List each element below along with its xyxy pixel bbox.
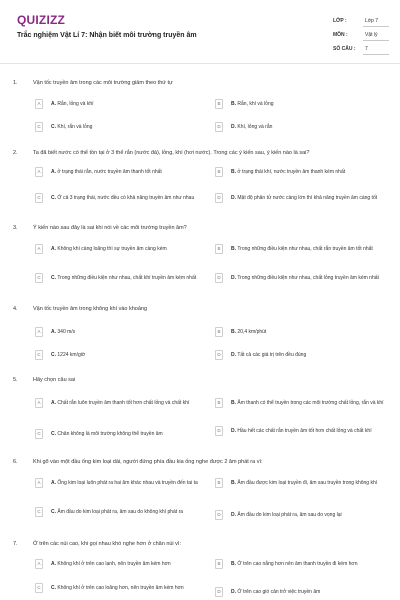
option-label: Âm đầu được kim loại truyền đi, âm sau truyền trong không khí	[237, 480, 378, 486]
option-label: 20,4 km/phút	[237, 329, 267, 335]
option-label: Trong những điều kiện như nhau, chất khí truyền âm kém nhất	[57, 275, 197, 281]
option-label: Rắn, lỏng và khí	[57, 101, 94, 107]
option-text	[51, 195, 211, 202]
meta-grade-underline	[363, 26, 389, 27]
option-label: Chân không là môi trường không thể truyền âm	[57, 431, 163, 437]
meta-grade	[333, 16, 389, 27]
question-text: Khi gõ vào một đầu ống kim loại dài, người đứng phía đầu kia ống nghe được 2 âm phát ra vì:	[33, 459, 263, 465]
option-text	[231, 246, 391, 253]
option-letter: B.	[231, 561, 236, 567]
option-text	[231, 561, 391, 568]
option-letter: B.	[231, 400, 236, 406]
option-text	[51, 352, 211, 359]
option-box[interactable]: D	[215, 122, 223, 132]
option-letter: B.	[231, 101, 236, 107]
question-text: Ở trên các núi cao, khi gọi nhau khó nghe hơn ở chân núi vì:	[33, 541, 181, 547]
option-letter: A.	[51, 400, 56, 406]
option-label: Rắn, khí và lỏng	[237, 101, 274, 107]
option-text	[231, 275, 391, 282]
option-label: Tất cả các giá trị trên đều đúng	[237, 352, 307, 358]
option-letter: C.	[51, 509, 56, 515]
meta-question-count	[333, 44, 389, 55]
option-box[interactable]: D	[215, 587, 223, 597]
question-number: 2.	[13, 150, 18, 156]
option-label: Trong những điều kiện như nhau, chất lỏng truyền âm kém nhất	[237, 275, 379, 281]
option-text	[51, 400, 211, 407]
option-box[interactable]: C	[35, 122, 43, 132]
option-letter: D.	[231, 275, 236, 281]
option-box[interactable]: C	[35, 193, 43, 203]
option-letter: A.	[51, 169, 56, 175]
question-number: 6.	[13, 459, 18, 465]
option-label: Chất rắn luôn truyền âm thanh tốt hơn chất lỏng và chất khí	[57, 400, 190, 406]
option-letter: A.	[51, 101, 56, 107]
option-letter: D.	[231, 589, 236, 595]
option-box[interactable]: B	[215, 99, 223, 109]
option-label: Âm đầu do kim loại phát ra, âm sau do không khí phát ra	[57, 509, 184, 515]
option-label: Ở cả 3 trạng thái, nước đều có khả năng truyền âm như nhau	[57, 195, 195, 201]
option-box[interactable]: B	[215, 478, 223, 488]
option-label: Mật độ phân tử nước càng lớn thì khả năng truyền âm càng tốt	[237, 195, 378, 201]
option-letter: C.	[51, 431, 56, 437]
option-text	[231, 428, 391, 435]
option-text	[231, 101, 391, 108]
option-text	[51, 124, 211, 131]
quizizz-logo: QUIZIZZ	[17, 13, 66, 27]
option-label: ở trạng thái khí, nước truyền âm thanh kém nhất	[237, 169, 346, 175]
option-box[interactable]: C	[35, 429, 43, 439]
meta-subject-underline	[363, 40, 389, 41]
option-label: Âm đầu do kim loại phát ra, âm sau do vọng lại	[237, 512, 342, 518]
option-box[interactable]: A	[35, 167, 43, 177]
option-letter: D.	[231, 124, 236, 130]
meta-question-count-underline	[363, 54, 389, 55]
option-box[interactable]: B	[215, 244, 223, 254]
option-box[interactable]: B	[215, 327, 223, 337]
option-text	[51, 101, 211, 108]
option-letter: D.	[231, 195, 236, 201]
option-text	[231, 124, 391, 131]
option-label: Không khí ở trên cao lạnh, nên truyền âm kém hơn	[57, 561, 171, 567]
worksheet-header	[0, 0, 400, 64]
option-text	[51, 585, 211, 592]
question-number: 5.	[13, 377, 18, 383]
question-number: 3.	[13, 225, 18, 231]
option-text	[231, 589, 391, 596]
option-letter: C.	[51, 275, 56, 281]
option-box[interactable]: B	[215, 167, 223, 177]
option-letter: D.	[231, 352, 236, 358]
option-label: ở trạng thái rắn, nước truyền âm thanh tốt nhất	[57, 169, 162, 175]
option-letter: C.	[51, 124, 56, 130]
option-box[interactable]: D	[215, 193, 223, 203]
meta-subject-value: Vật lý	[365, 32, 378, 38]
option-box[interactable]: A	[35, 478, 43, 488]
option-text	[231, 352, 391, 359]
option-text	[231, 329, 391, 336]
option-letter: B.	[231, 169, 236, 175]
option-box[interactable]: C	[35, 507, 43, 517]
option-label: Ở trên cao gió cản trở việc truyền âm	[237, 589, 321, 595]
meta-grade-label: LỚP :	[333, 18, 347, 24]
option-label: Không khí càng loãng thì sự truyền âm càng kém	[57, 246, 167, 252]
option-label: Ở trên cao nắng hơn nên âm thanh truyền đi kém hơn	[237, 561, 358, 567]
option-text	[51, 509, 211, 516]
option-label: Không khí ở trên cao loãng hơn, nên truyền âm kém hơn	[57, 585, 184, 591]
option-label: Khí, lỏng và rắn	[237, 124, 273, 130]
option-letter: C.	[51, 195, 56, 201]
option-box[interactable]: A	[35, 244, 43, 254]
option-letter: A.	[51, 246, 56, 252]
option-letter: A.	[51, 561, 56, 567]
option-label: 340 m/s	[57, 329, 76, 335]
option-text	[51, 246, 211, 253]
option-box[interactable]: D	[215, 273, 223, 283]
option-letter: A.	[51, 329, 56, 335]
option-box[interactable]: C	[35, 273, 43, 283]
question-text: Vận tốc truyền âm trong các môi trường giảm theo thứ tự	[33, 80, 173, 86]
option-letter: D.	[231, 428, 236, 434]
page-title: Trắc nghiệm Vật Lí 7: Nhận biết môi trường truyền âm	[17, 32, 197, 39]
meta-subject	[333, 30, 389, 41]
option-text	[51, 431, 211, 438]
option-box[interactable]: C	[35, 583, 43, 593]
option-box[interactable]: D	[215, 350, 223, 360]
option-label: Trong những điều kiện như nhau, chất rắn truyền âm tốt nhất	[237, 246, 373, 252]
option-box[interactable]: A	[35, 99, 43, 109]
question-text: Ta đã biết nước có thể tồn tại ở 3 thể rắn (nước đá), lỏng, khí (hơi nước). Trong các ý kiến sau, ý kiến nào là sai?	[33, 150, 310, 156]
option-box[interactable]: A	[35, 559, 43, 569]
option-text	[231, 512, 391, 519]
option-letter: A.	[51, 480, 56, 486]
option-text	[51, 561, 211, 568]
option-letter: C.	[51, 352, 56, 358]
question-text: Hãy chọn câu sai	[33, 377, 76, 383]
option-label: Hầu hết các chất rắn truyền âm tốt hơn chất lỏng và chất khí	[237, 428, 372, 434]
meta-question-count-label: SỐ CÂU :	[333, 46, 356, 52]
option-box[interactable]: A	[35, 327, 43, 337]
option-text	[231, 169, 391, 176]
meta-grade-value: Lớp 7	[365, 18, 379, 24]
option-letter: B.	[231, 246, 236, 252]
question-text: Ý kiến nào sau đây là sai khi nói về các môi trường truyền âm?	[33, 225, 187, 231]
question-number: 1.	[13, 80, 18, 86]
option-letter: D.	[231, 512, 236, 518]
meta-question-count-value: 7	[365, 46, 368, 52]
option-letter: C.	[51, 585, 56, 591]
question-text: Vận tốc truyền âm trong không khí vào khoảng	[33, 306, 148, 312]
option-text	[51, 480, 211, 487]
question-number: 4.	[13, 306, 18, 312]
option-text	[231, 480, 391, 487]
option-text	[231, 195, 391, 202]
option-label: 1224 km/giờ	[57, 352, 86, 358]
option-box[interactable]: C	[35, 350, 43, 360]
option-label: Âm thanh có thể truyền trong các môi trường chất lỏng, rắn và khí	[237, 400, 384, 406]
option-text	[231, 400, 391, 407]
option-box[interactable]: B	[215, 398, 223, 408]
option-box[interactable]: D	[215, 510, 223, 520]
option-text	[51, 275, 211, 282]
option-box[interactable]: A	[35, 398, 43, 408]
question-number: 7.	[13, 541, 18, 547]
option-text	[51, 169, 211, 176]
option-letter: B.	[231, 329, 236, 335]
option-label: Ống kim loại luôn phát ra hai âm khác nhau và truyền đến tai ta	[57, 480, 198, 486]
option-letter: B.	[231, 480, 236, 486]
option-label: Khí, rắn và lỏng	[57, 124, 93, 130]
option-text	[51, 329, 211, 336]
option-box[interactable]: D	[215, 426, 223, 436]
meta-subject-label: MÔN :	[333, 32, 348, 38]
option-box[interactable]: B	[215, 559, 223, 569]
